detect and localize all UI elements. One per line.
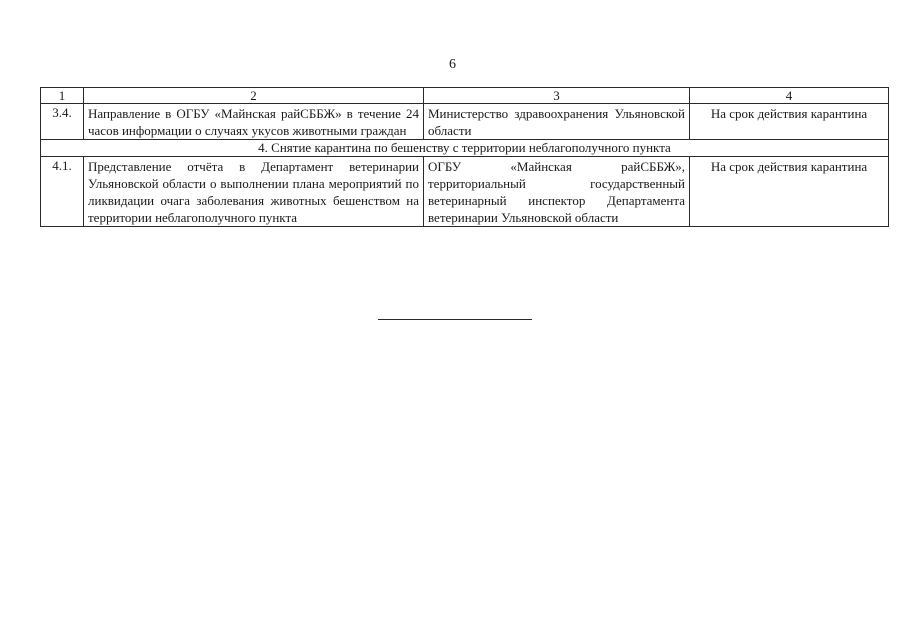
- row-action: Представление отчёта в Департамент ветеринарии Ульяновской области о выполнении плана мероприятий по ликвидации очага заболевания животных бешенством на территории неблагополучного пункта: [84, 157, 424, 227]
- table-row: [41, 104, 889, 140]
- row-executor: Министерство здравоохранения Ульяновской области: [424, 104, 690, 140]
- section-row: [41, 140, 889, 157]
- row-executor: ОГБУ «Майнская райСББЖ», территориальный государственный ветеринарный инспектор Департамента ветеринарии Ульяновской области: [424, 157, 690, 227]
- table-row: [41, 157, 889, 227]
- header-col-2: 2: [84, 88, 424, 104]
- plan-table: [40, 87, 889, 227]
- table-header-row: [41, 88, 889, 104]
- end-divider-line: [378, 319, 532, 320]
- header-col-4: 4: [690, 88, 889, 104]
- section-title: 4. Снятие карантина по бешенству с территории неблагополучного пункта: [41, 140, 889, 157]
- row-term: На срок действия карантина: [690, 157, 889, 227]
- row-term: На срок действия карантина: [690, 104, 889, 140]
- header-col-3: 3: [424, 88, 690, 104]
- header-col-1: 1: [41, 88, 84, 104]
- row-action: Направление в ОГБУ «Майнская райСББЖ» в течение 24 часов информации о случаях укусов животными граждан: [84, 104, 424, 140]
- row-number: 4.1.: [41, 157, 84, 227]
- page-number: 6: [449, 57, 456, 72]
- row-number: 3.4.: [41, 104, 84, 140]
